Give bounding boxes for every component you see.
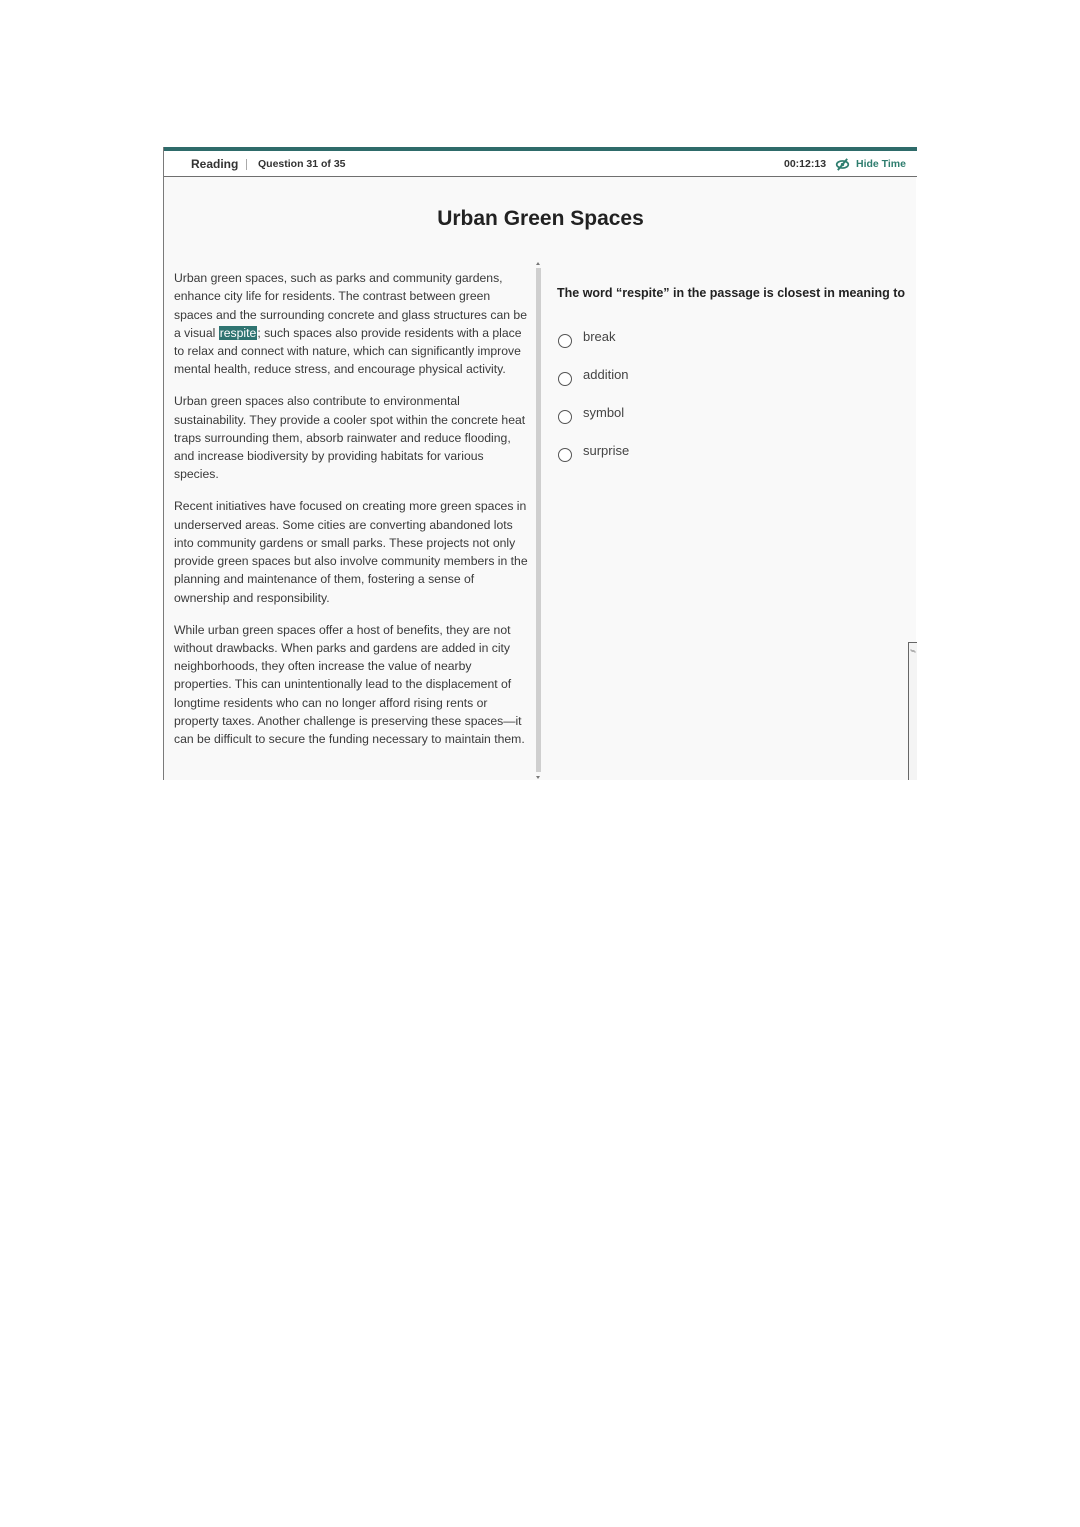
option-label: break <box>583 328 616 344</box>
answer-option-addition[interactable] <box>558 360 629 398</box>
option-label: surprise <box>583 442 630 458</box>
highlighted-word: respite <box>219 325 257 340</box>
radio-button[interactable] <box>558 334 572 348</box>
answer-option-symbol[interactable] <box>558 398 629 436</box>
passage-text <box>174 269 529 762</box>
passage-paragraph-1: Urban green spaces, such as parks and community gardens, enhance city life for residents. The contrast between green spaces and the surrounding concrete and glass structures can be a visual respite; such spaces also provide residents with a place to relax and connect with nature, which can significantly improve mental health, reduce stress, and encourage physical activity. <box>174 271 527 377</box>
test-window <box>163 147 916 780</box>
header-bar <box>164 151 917 177</box>
option-label: symbol <box>583 404 625 420</box>
passage-title: Urban Green Spaces <box>437 207 644 230</box>
passage-scrollbar[interactable] <box>534 261 542 779</box>
section-label: Reading <box>191 157 239 171</box>
timer: 00:12:13 <box>784 158 827 170</box>
radio-button[interactable] <box>558 372 572 386</box>
hide-time-label: Hide Time <box>856 158 906 170</box>
scroll-up-icon[interactable] <box>536 262 540 265</box>
eye-slash-icon <box>835 157 850 172</box>
option-label: addition <box>583 366 629 382</box>
side-panel-tab[interactable] <box>908 642 917 780</box>
question-prompt: The word “respite” in the passage is closest in meaning to <box>557 286 905 300</box>
answer-option-surprise[interactable] <box>558 436 629 474</box>
answer-options <box>558 322 629 474</box>
hide-time-button[interactable] <box>835 155 906 173</box>
expand-icon: ⫽ <box>908 649 916 653</box>
answer-option-break[interactable] <box>558 322 629 360</box>
scrollbar-thumb[interactable] <box>536 268 541 772</box>
scroll-down-icon[interactable] <box>536 776 540 779</box>
passage-paragraph-2: Urban green spaces also contribute to environmental sustainability. They provide a cooler spot within the concrete heat traps surrounding them, absorb rainwater and reduce flooding, and increase biodiversity by providing habitats for various species. <box>174 394 526 482</box>
radio-button[interactable] <box>558 410 572 424</box>
passage-paragraph-4: While urban green spaces offer a host of benefits, they are not without drawbacks. When parks and gardens are added in city neighborhoods, they often increase the value of nearby properties. This can unintentionally lead to the displacement of longtime residents who can no longer afford rising rents or property taxes. Another challenge is preserving these spaces—it can be difficult to secure the funding necessary to maintain them. <box>174 622 525 747</box>
radio-button[interactable] <box>558 448 572 462</box>
header-divider <box>246 159 247 170</box>
question-progress: Question 31 of 35 <box>258 158 346 170</box>
passage-paragraph-3: Recent initiatives have focused on creating more green spaces in underserved areas. Some cities are converting abandoned lots into community gardens or small parks. These projects not only provide green spaces but also involve community members in the planning and maintenance of them, fostering a sense of ownership and responsibility. <box>174 499 528 605</box>
